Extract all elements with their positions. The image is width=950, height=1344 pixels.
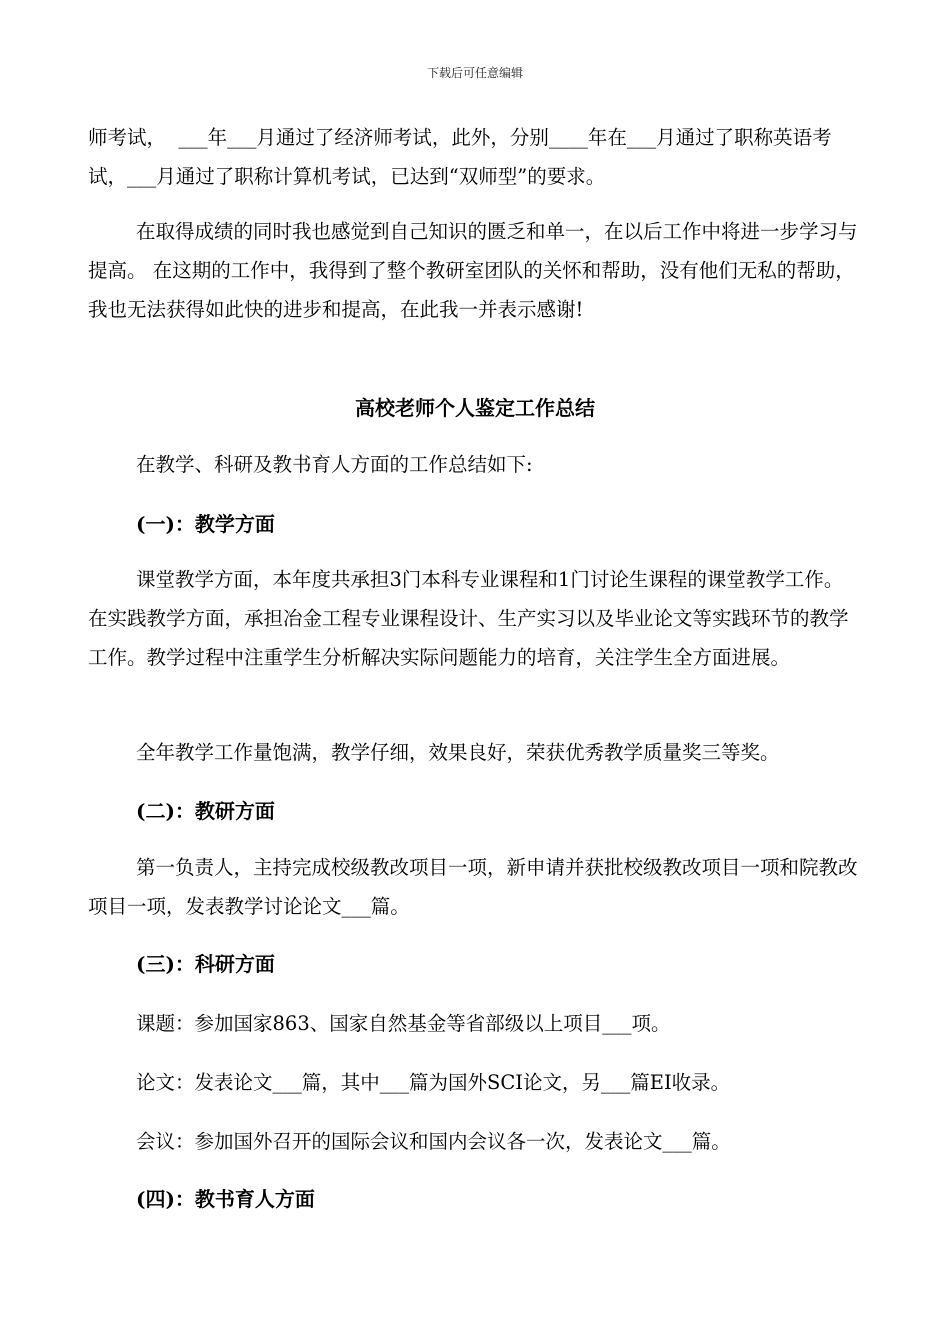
paragraph-gratitude: 在取得成绩的同时我也感觉到自己知识的匮乏和单一，在以后工作中将进一步学习与提高。 在这期的工作中，我得到了整个教研室团队的关怀和帮助，没有他们无私的帮助，我也无法获得如此快的进步和提高，在此我一并表示感谢! <box>88 220 858 321</box>
paragraph-exam-results: 师考试， ___年___月通过了经济师考试，此外，分别____年在___月通过了职称英语考试，___月通过了职称计算机考试，已达到“双师型”的要求。 <box>88 126 832 188</box>
paragraph-teaching: 课堂教学方面，本年度共承担3门本科专业课程和1门讨论生课程的课堂教学工作。在实践教学方面，承担冶金工程专业课程设计、生产实习以及毕业论文等实践环节的教学工作。教学过程中注重学生分析解决实际问题能力的培育，关注学生全方面进展。 <box>88 568 849 669</box>
research-conferences-line: 会议：参加国外召开的国际会议和国内会议各一次，发表论文___篇。 <box>136 1130 731 1153</box>
research-projects-line: 课题：参加国家863、国家自然基金等省部级以上项目___项。 <box>136 1012 671 1035</box>
heading-teaching: (一)：教学方面 <box>136 512 275 536</box>
heading-education: (四)：教书育人方面 <box>136 1187 315 1211</box>
intro-line: 在教学、科研及教书育人方面的工作总结如下: <box>136 453 533 476</box>
heading-research: (三)：科研方面 <box>136 952 275 976</box>
section-title: 高校老师个人鉴定工作总结 <box>355 396 595 420</box>
paragraph-teaching-research: 第一负责人，主持完成校级教改项目一项，新申请并获批校级教改项目一项和院教改项目一项，发表教学讨论论文___篇。 <box>88 856 858 918</box>
paragraph-teaching-award: 全年教学工作量饱满，教学仔细，效果良好，荣获优秀教学质量奖三等奖。 <box>136 741 780 764</box>
research-papers-line: 论文：发表论文___篇，其中___篇为国外SCI论文，另___篇EI收录。 <box>136 1071 731 1094</box>
heading-teaching-research: (二)：教研方面 <box>136 799 275 823</box>
page-header: 下载后可任意编辑 <box>426 66 523 80</box>
